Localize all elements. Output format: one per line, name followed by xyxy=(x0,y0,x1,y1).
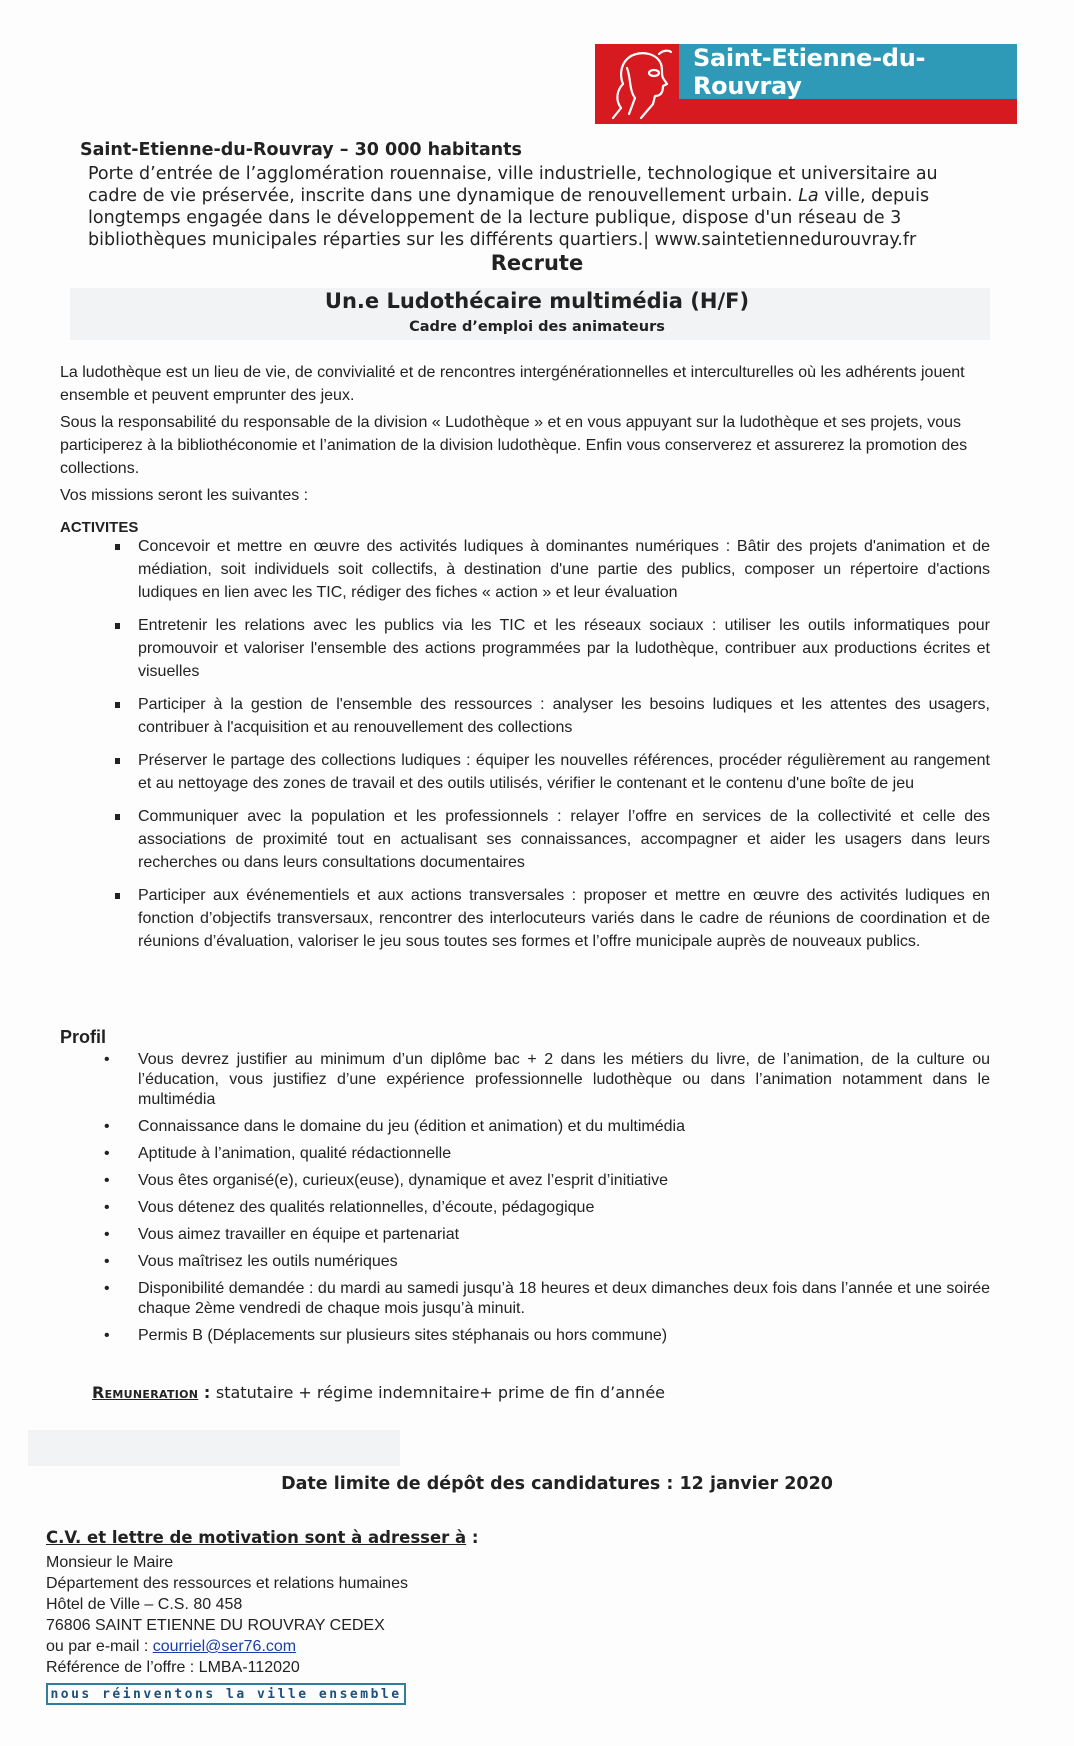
job-grade: Cadre d’emploi des animateurs xyxy=(409,319,665,335)
offer-reference: Référence de l’offre : LMBA-112020 xyxy=(46,1659,300,1676)
postal-address xyxy=(46,1552,408,1678)
profile-list xyxy=(60,1050,990,1353)
email-link[interactable]: courriel@ser76.com xyxy=(152,1638,297,1655)
city-title: Saint-Etienne-du-Rouvray – 30 000 habitants xyxy=(80,140,522,160)
activity-item: Préserver le partage des collections ludiques : équiper les nouvelles références, procéder régulièrement au rangement et au nettoyage des zones de travail et des outils utilisés, vérifier le contenant et le contenu d'une boîte de jeu xyxy=(60,749,990,795)
logo-city-name: Saint-Etienne-du-Rouvray xyxy=(679,44,1017,99)
application-instructions-heading xyxy=(46,1528,479,1547)
remuneration-label: Remuneration xyxy=(92,1383,199,1402)
activity-item: Communiquer avec la population et les professionnels : relayer l’offre en services de la collectivité et celle des associations de proximité tout en actualisant ses connaissances, accompagner et aider les usagers dans leurs recherches ou dans leurs consultations documentaires xyxy=(60,805,990,874)
application-heading-text: C.V. et lettre de motivation sont à adresser à xyxy=(46,1528,467,1547)
activity-item: Participer aux événementiels et aux actions transversales : proposer et mettre en œuvre des activités ludiques en fonction d’objectifs transversaux, rencontrer des interlocuteurs variés dans le cadre de réunions de coordination et de réunions d’évaluation, valoriser le jeu sous toutes ses formes et l’offre municipale auprès de nouveaux publics. xyxy=(60,884,990,953)
profile-item: • Vous maîtrisez les outils numériques xyxy=(60,1252,990,1272)
job-title: Un.e Ludothécaire multimédia (H/F) xyxy=(324,289,750,313)
city-logo xyxy=(595,44,1017,124)
remuneration xyxy=(92,1383,665,1402)
profile-item: • Vous détenez des qualités relationnelles, d’écoute, pédagogique xyxy=(60,1198,990,1218)
profile-item: • Permis B (Déplacements sur plusieurs sites stéphanais ou hors commune) xyxy=(60,1326,990,1346)
intro-text: Porte d’entrée de l’agglomération rouennaise, ville industrielle, technologique et universitaire au cadre de vie préservée, inscrite dans une dynamique de renouvellement urbain. xyxy=(88,164,938,206)
profile-heading: Profil xyxy=(60,1027,107,1047)
recruits-heading: Recrute xyxy=(490,251,584,275)
profile-item: • Vous devrez justifier au minimum d’un diplôme bac + 2 dans les métiers du livre, de l’animation, de la culture ou l’éducation, vous justifiez d’une expérience professionnelle ludothèque ou dans l’animation notamment dans le multimédia xyxy=(60,1050,990,1110)
email-prefix: ou par e-mail : xyxy=(46,1638,153,1655)
address-line-building: Hôtel de Ville – C.S. 80 458 xyxy=(46,1596,243,1613)
bleed-through-band xyxy=(28,1430,400,1466)
activities-heading: ACTIVITES xyxy=(60,519,139,536)
intro-paragraph-1: La ludothèque est un lieu de vie, de convivialité et de rencontres intergénérationnelles et interculturelles où les adhérents jouent ensemble et peuvent emprunter des jeux. xyxy=(60,364,965,404)
missions-lead: Vos missions seront les suivantes : xyxy=(60,487,309,504)
activity-item: Participer à la gestion de l'ensemble des ressources : analyser les besoins ludiques et les attentes des usagers, contribuer à l'acquisition et au renouvellement des collections xyxy=(60,693,990,739)
application-deadline: Date limite de dépôt des candidatures : 12 janvier 2020 xyxy=(281,1474,833,1494)
city-intro xyxy=(88,163,988,251)
profile-item: • Vous êtes organisé(e), curieux(euse), dynamique et avez l’esprit d’initiative xyxy=(60,1171,990,1191)
profile-item: • Vous aimez travailler en équipe et partenariat xyxy=(60,1225,990,1245)
address-line-department: Département des ressources et relations humaines xyxy=(46,1575,408,1592)
intro-italic: La xyxy=(798,186,819,206)
intro-paragraph-2: Sous la responsabilité du responsable de la division « Ludothèque » et en vous appuyant sur la ludothèque et ses projets, vous participerez à la bibliothéconomie et l’animation de la division ludothèque. Enfin vous conserverez et assurerez la promotion des collections. xyxy=(60,414,968,477)
address-line-city: 76806 SAINT ETIENNE DU ROUVRAY CEDEX xyxy=(46,1617,385,1634)
email-line xyxy=(46,1636,408,1657)
remuneration-separator: : xyxy=(198,1383,216,1402)
profile-item: • Disponibilité demandée : du mardi au samedi jusqu’à 18 heures et deux dimanches deux fois dans l’année et une soirée chaque 2ème vendredi de chaque mois jusqu’à minuit. xyxy=(60,1279,990,1319)
activities-list xyxy=(60,535,990,963)
marianne-profile-icon xyxy=(601,48,677,122)
application-heading-colon: : xyxy=(466,1528,479,1547)
profile-item: • Aptitude à l’animation, qualité rédactionnelle xyxy=(60,1144,990,1164)
activity-item: Concevoir et mettre en œuvre des activités ludiques à dominantes numériques : Bâtir des projets d'animation et de médiation, soit individuels soit collectifs, à destination d'une partie des publics, composer un répertoire d'actions ludiques en lien avec les TIC, rédiger des fiches « action » et leur évaluation xyxy=(60,535,990,604)
intro-text-continued: ville, depuis longtemps engagée dans le développement de la lecture publique, dispose d'un réseau de 3 bibliothèques municipales réparties sur les différents quartiers.| www.saintetiennedurouvray.fr xyxy=(88,186,930,250)
address-line-recipient: Monsieur le Maire xyxy=(46,1554,174,1571)
remuneration-text: statutaire + régime indemnitaire+ prime de fin d’année xyxy=(215,1383,666,1402)
city-slogan: nous réinventons la ville ensemble xyxy=(46,1683,406,1705)
profile-item: • Connaissance dans le domaine du jeu (édition et animation) et du multimédia xyxy=(60,1117,990,1137)
activity-item: Entretenir les relations avec les publics via les TIC et les réseaux sociaux : utiliser les outils informatiques pour promouvoir et valoriser l'ensemble des actions programmées par la ludothèque, contribuer aux productions écrites et visuelles xyxy=(60,614,990,683)
